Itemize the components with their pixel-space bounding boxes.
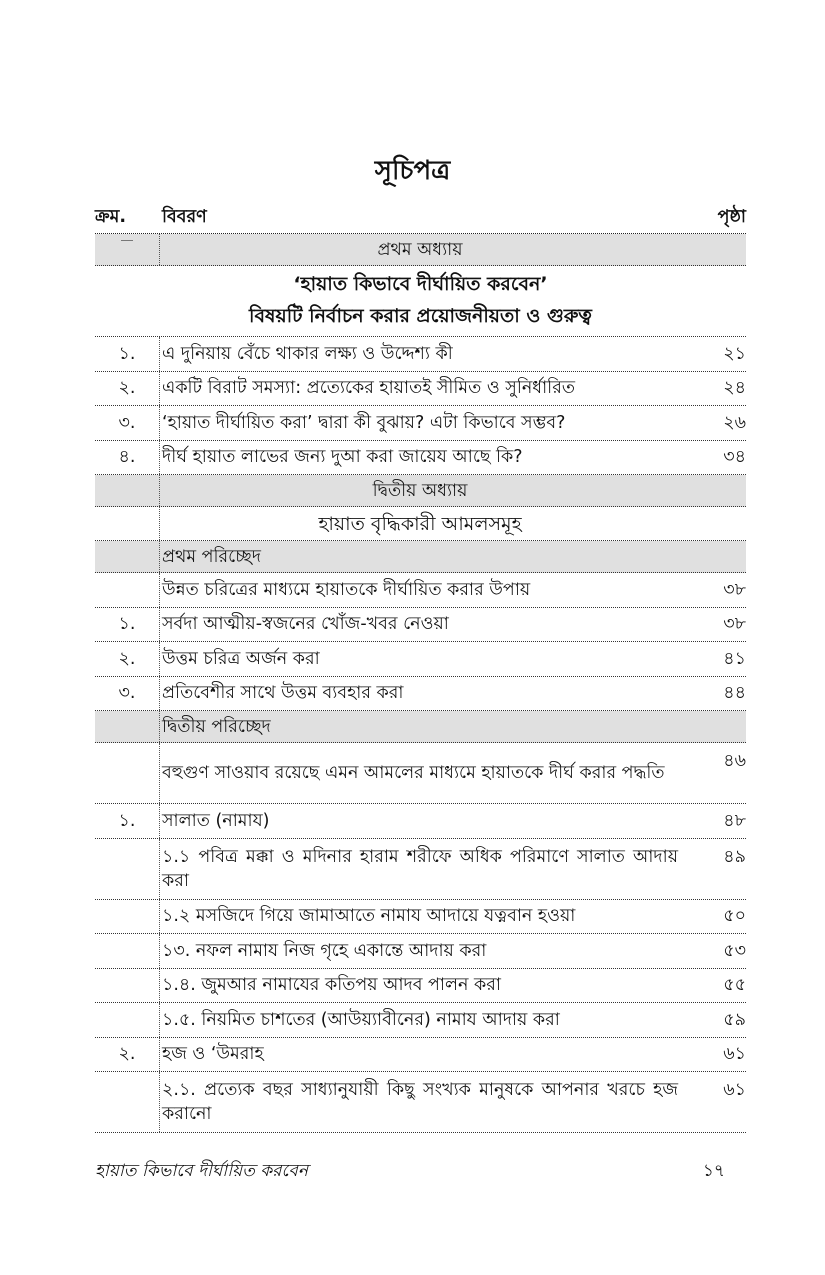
- toc-page: ৫৩: [723, 940, 746, 961]
- section-1-label: প্রথম পরিচ্ছেদ: [160, 541, 686, 572]
- toc-num-cell: [95, 711, 160, 742]
- chapter-2-label: দ্বিতীয় অধ্যায়: [160, 475, 686, 506]
- chapter-1-title-line1: ‘হায়াত কিভাবে দীর্ঘায়িত করবেন’: [293, 273, 548, 295]
- toc-page-cell: [686, 541, 746, 572]
- chapter-2-label-row: [95, 475, 746, 507]
- toc-num-cell: [95, 743, 160, 803]
- toc-page: ২১: [723, 343, 746, 364]
- toc-page: ৫০: [723, 906, 746, 927]
- section-2-label: দ্বিতীয় পরিচ্ছেদ: [160, 711, 686, 742]
- toc-num: ৩.: [95, 406, 160, 440]
- toc-page: ৬১: [723, 1080, 746, 1100]
- toc-num: ২.: [95, 1038, 160, 1072]
- toc-desc: দীর্ঘ হায়াত লাভের জন্য দুআ করা জায়েয আছে কি?: [162, 447, 523, 468]
- toc-page: ৫৯: [723, 1009, 746, 1030]
- footer-page-number: ১৭: [702, 1161, 725, 1181]
- header-page: পৃষ্ঠা: [717, 206, 746, 227]
- toc-num-cell: [95, 234, 160, 265]
- toc-desc: সালাত (নামায): [162, 810, 270, 831]
- toc-row[interactable]: [95, 839, 746, 900]
- toc-num-cell: [95, 475, 160, 506]
- toc-row[interactable]: [95, 804, 746, 839]
- toc-num-cell: [95, 969, 160, 1003]
- toc-page: ৪৮: [723, 810, 746, 831]
- toc-row[interactable]: [95, 337, 746, 372]
- toc-page: ৬১: [723, 1044, 746, 1065]
- toc-desc: ‘হায়াত দীর্ঘায়িত করা’ দ্বারা কী বুঝায়? এটা কিভাবে সম্ভব?: [162, 412, 566, 433]
- toc-row[interactable]: [95, 372, 746, 407]
- toc-desc: ১.৫. নিয়মিত চাশতের (আউয়্যাবীনের) নামায আদায় করা: [162, 1009, 560, 1030]
- page-footer: [95, 1158, 725, 1186]
- toc-num: ৪.: [95, 441, 160, 475]
- toc-page: ২৬: [723, 412, 746, 433]
- toc-num-cell: [95, 507, 160, 540]
- toc-desc: বহুগুণ সাওয়াব রয়েছে এমন আমলের মাধ্যমে হায়াতকে দীর্ঘ করার পদ্ধতি: [162, 763, 665, 783]
- toc-page-cell: [686, 507, 746, 540]
- toc-num-cell: [95, 573, 160, 607]
- toc-page: ৩৮: [723, 579, 746, 600]
- toc-desc: ১.২ মসজিদে গিয়ে জামাআতে নামায আদায়ে যত্নবান হওয়া: [162, 906, 576, 927]
- toc-row[interactable]: [95, 743, 746, 804]
- toc-row[interactable]: [95, 969, 746, 1004]
- toc-row[interactable]: [95, 608, 746, 643]
- toc-desc: হজ ও ‘উমরাহ: [162, 1044, 264, 1065]
- header-serial: ক্রম.: [95, 206, 126, 227]
- toc-row[interactable]: [95, 934, 746, 969]
- toc-page: ৪৬: [723, 751, 746, 771]
- chapter-1-title: [95, 266, 746, 337]
- toc-row[interactable]: [95, 677, 746, 712]
- page-title: সূচিপত্র: [374, 156, 451, 186]
- toc-desc: উন্নত চরিত্রের মাধ্যমে হায়াতকে দীর্ঘায়িত করার উপায়: [162, 579, 531, 600]
- toc-desc: ১৩. নফল নামায নিজ গৃহে একান্তে আদায় করা: [162, 940, 487, 961]
- toc-num: ২.: [95, 642, 160, 676]
- toc-page: ৩৪: [723, 447, 746, 468]
- toc-num: ১.: [95, 804, 160, 838]
- toc-num: ২.: [95, 372, 160, 406]
- chapter-2-title-row: [95, 507, 746, 541]
- toc-page: ২৪: [723, 378, 746, 399]
- toc-page-cell: [686, 475, 746, 506]
- toc-desc: উত্তম চরিত্র অর্জন করা: [162, 648, 320, 669]
- toc-row[interactable]: [95, 1072, 746, 1133]
- toc-page-cell: [686, 711, 746, 742]
- toc-page: ৩৮: [723, 614, 746, 635]
- toc-page: ৪৯: [723, 846, 746, 867]
- toc-desc: প্রতিবেশীর সাথে উত্তম ব্যবহার করা: [162, 683, 404, 704]
- toc-row[interactable]: [95, 1003, 746, 1038]
- toc-row[interactable]: [95, 441, 746, 476]
- toc-row[interactable]: [95, 406, 746, 441]
- toc-row[interactable]: [95, 1038, 746, 1073]
- toc-num-cell: [95, 900, 160, 934]
- toc-desc: ১.১ পবিত্র মক্কা ও মদিনার হারাম শরীফে অধিক পরিমাণে সালাত আদায় করা: [162, 846, 678, 891]
- dash-mark: [121, 240, 133, 241]
- toc-row[interactable]: [95, 642, 746, 677]
- chapter-1-label: প্রথম অধ্যায়: [160, 234, 686, 265]
- chapter-1-title-line2: বিষয়টি নির্বাচন করার প্রয়োজনীয়তা ও গুরুত্ব: [249, 305, 592, 327]
- toc-desc: এ দুনিয়ায় বেঁচে থাকার লক্ষ্য ও উদ্দেশ্য কী: [162, 343, 453, 364]
- toc-desc: ১.৪. জুমআর নামাযের কতিপয় আদব পালন করা: [162, 975, 501, 996]
- toc-num-cell: [95, 839, 160, 899]
- footer-book-title: হায়াত কিভাবে দীর্ঘায়িত করবেন: [95, 1161, 308, 1181]
- chapter-1-label-row: [95, 234, 746, 266]
- toc-header-row: [95, 200, 746, 234]
- toc-num-cell: [95, 1003, 160, 1037]
- toc-num: ১.: [95, 608, 160, 642]
- toc-page: ৪১: [723, 648, 746, 669]
- toc-num: ১.: [95, 337, 160, 371]
- toc-table: [95, 200, 746, 1133]
- toc-row[interactable]: [95, 900, 746, 935]
- toc-num-cell: [95, 541, 160, 572]
- toc-desc: একটি বিরাট সমস্যা: প্রত্যেকের হায়াতই সীমিত ও সুনির্ধারিত: [162, 378, 575, 399]
- section-1-label-row: [95, 541, 746, 573]
- toc-num-cell: [95, 934, 160, 968]
- header-description: বিবরণ: [162, 206, 207, 227]
- chapter-2-title: হায়াত বৃদ্ধিকারী আমলসমূহ: [318, 512, 522, 535]
- section-2-label-row: [95, 711, 746, 743]
- toc-num-cell: [95, 1072, 160, 1132]
- toc-page-cell: [686, 234, 746, 265]
- toc-page: ৫৫: [723, 975, 746, 996]
- toc-desc: ২.১. প্রত্যেক বছর সাধ্যানুযায়ী কিছু সংখ্যক মানুষকে আপনার খরচে হজ করানো: [162, 1080, 678, 1124]
- toc-page: ৪৪: [723, 683, 746, 704]
- toc-row[interactable]: [95, 573, 746, 608]
- toc-desc: সর্বদা আত্মীয়-স্বজনের খোঁজ-খবর নেওয়া: [162, 614, 449, 635]
- toc-num: ৩.: [95, 677, 160, 711]
